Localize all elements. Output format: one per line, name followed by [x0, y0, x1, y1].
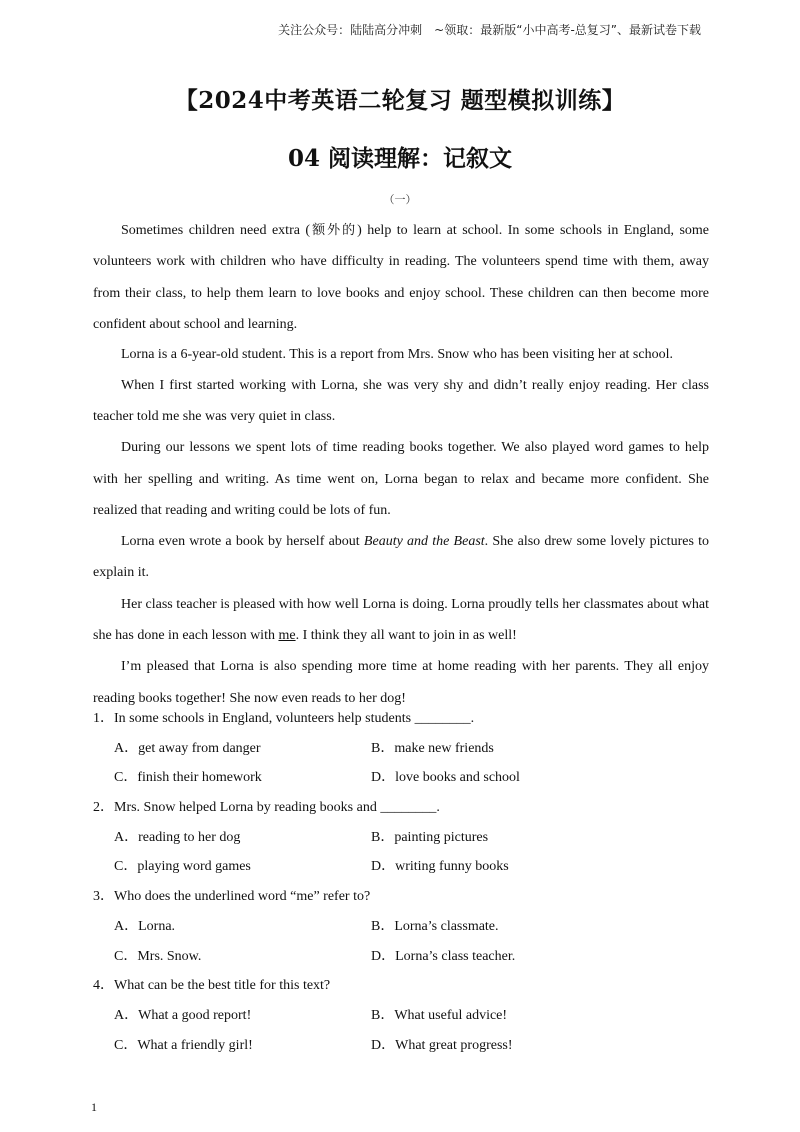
option-row: [93, 942, 709, 972]
question-2: [93, 793, 709, 882]
option-row: [93, 823, 709, 853]
question-3: [93, 882, 709, 971]
underlined-word: me: [278, 628, 296, 644]
paragraph-text: Sometimes children need extra (: [121, 223, 311, 238]
paragraph-text: ) help to learn at school. In some schools in England, some volunteers work with children who have difficulty in reading. The volunteers spend time with them, away from their class, to help them learn to love books and enjoy school. These children can then become more confident about school and learning.: [93, 223, 709, 332]
option-c[interactable]: C．finish their homework: [114, 770, 262, 786]
option-b[interactable]: B．Lorna’s classmate.: [371, 918, 499, 934]
passage-paragraph-7: I’m pleased that Lorna is also spending more time at home reading with her parents. They all enjoy reading books together! She now even reads to her dog!: [93, 659, 709, 706]
option-a[interactable]: A．What a good report!: [114, 1007, 252, 1023]
chinese-gloss: 额外的: [310, 223, 358, 238]
page-title: 【2024中考英语二轮复习 题型模拟训练】: [174, 87, 626, 114]
option-row: [93, 763, 709, 793]
option-c[interactable]: C．Mrs. Snow.: [114, 948, 202, 964]
passage-paragraph-3: When I first started working with Lorna, she was very shy and didn’t really enjoy reading. Her class teacher told me she was very quiet in class.: [93, 377, 709, 424]
header-note: 关注公众号：陆陆高分冲刺 ~领取：最新版“小中高考-总复习”、最新试卷下载: [278, 23, 701, 37]
paragraph-text: Her class teacher is pleased with how well Lorna is doing. Lorna proudly tells her classmates about what she has done in each lesson with: [93, 596, 709, 644]
option-c[interactable]: C．playing word games: [114, 859, 251, 875]
option-d[interactable]: D．writing funny books: [371, 859, 509, 875]
passage-paragraph-5: [93, 526, 709, 589]
passage-paragraph-4: During our lessons we spent lots of time reading books together. We also played word games to help with her spelling and writing. As time went on, Lorna began to relax and became more confident. She realized that reading and writing could be lots of fun.: [93, 440, 709, 518]
option-row: [93, 734, 709, 764]
passage-paragraph-1: [93, 215, 709, 340]
option-b[interactable]: B．painting pictures: [371, 829, 489, 845]
book-title: Beauty and the Beast: [363, 534, 485, 550]
paragraph-text: Lorna even wrote a book by herself about: [121, 534, 364, 550]
option-a[interactable]: A．get away from danger: [114, 740, 261, 756]
page-subtitle: 04 阅读理解：记叙文: [287, 145, 512, 172]
question-stem: 1．In some schools in England, volunteers help students ________.: [93, 711, 475, 726]
option-a[interactable]: A．Lorna.: [114, 918, 176, 934]
reading-passage: [93, 215, 709, 714]
option-d[interactable]: D．Lorna’s class teacher.: [371, 948, 516, 964]
section-number: （一）: [383, 193, 417, 206]
question-list: [93, 704, 709, 1060]
option-row: [93, 852, 709, 882]
option-b[interactable]: B．make new friends: [371, 740, 494, 756]
question-stem: 4．What can be the best title for this text?: [93, 978, 331, 994]
option-row: [93, 1031, 709, 1061]
question-stem: 3．Who does the underlined word “me” refer to?: [93, 889, 371, 905]
option-b[interactable]: B．What useful advice!: [371, 1007, 508, 1023]
option-row: [93, 912, 709, 942]
passage-paragraph-2: Lorna is a 6-year-old student. This is a report from Mrs. Snow who has been visiting her at school.: [121, 347, 673, 363]
passage-paragraph-6: [93, 589, 709, 652]
option-d[interactable]: D．love books and school: [371, 770, 520, 786]
option-d[interactable]: D．What great progress!: [371, 1037, 513, 1053]
option-a[interactable]: A．reading to her dog: [114, 829, 241, 845]
page-number: 1: [91, 1100, 97, 1114]
question-stem: 2．Mrs. Snow helped Lorna by reading books and ________.: [93, 800, 440, 816]
question-1: [93, 704, 709, 793]
option-row: [93, 1001, 709, 1031]
question-4: [93, 971, 709, 1060]
paragraph-text: . I think they all want to join in as well!: [295, 628, 517, 644]
paragraph-text: . She also drew some lovely pictures to explain it.: [93, 534, 710, 581]
option-c[interactable]: C．What a friendly girl!: [114, 1037, 253, 1053]
